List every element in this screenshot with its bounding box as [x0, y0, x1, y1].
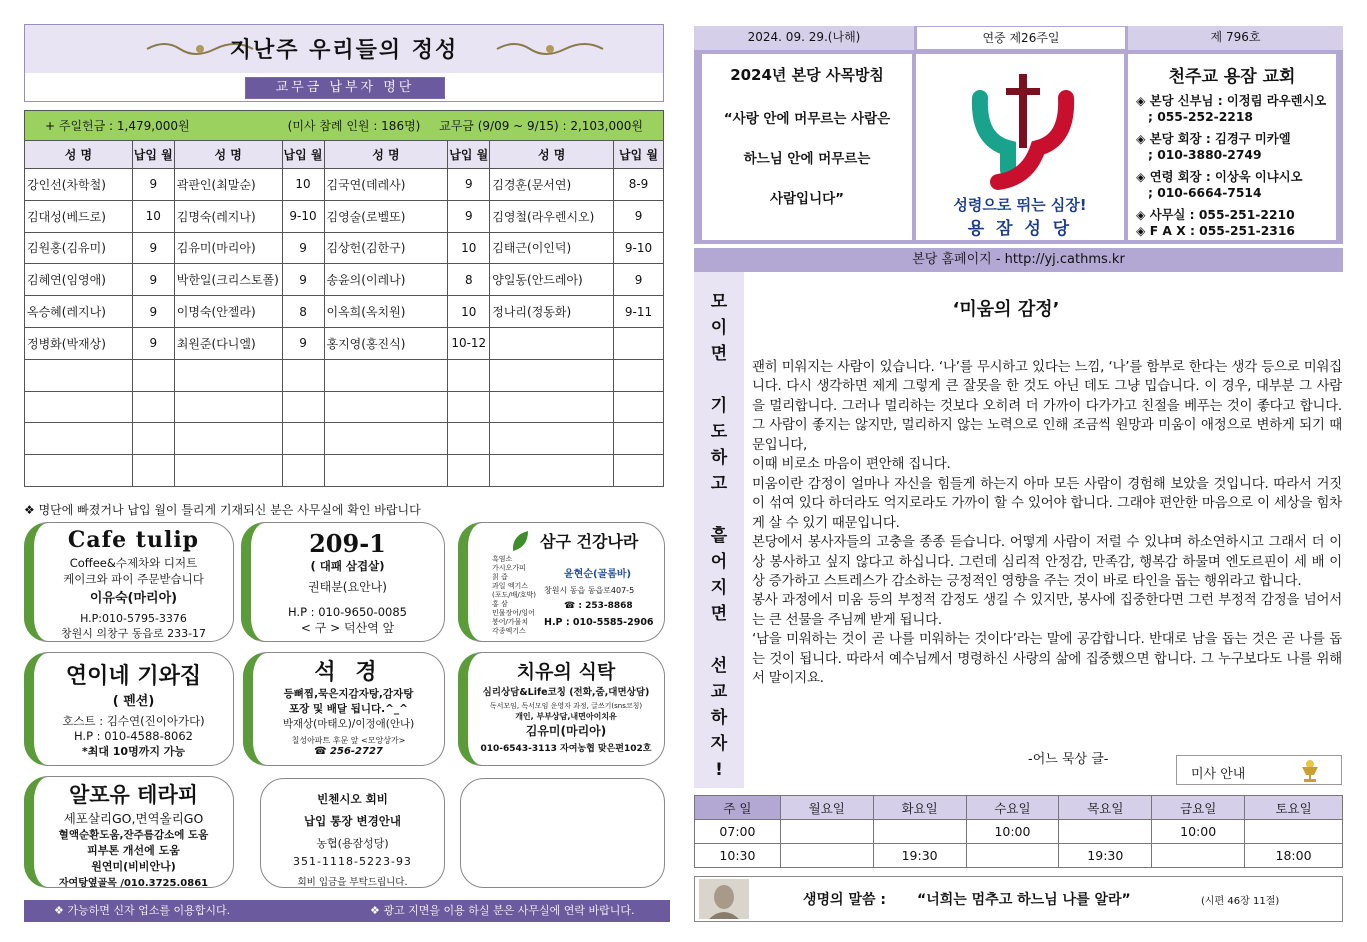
ad-cafe-address: 창원시 의창구 동읍로 233-17 [60, 627, 207, 640]
table-row [25, 327, 664, 359]
paid-month-cell [614, 359, 664, 391]
paid-month-cell [282, 423, 324, 455]
ad-alpou-line1: 세포살리GO,면역올리GO [63, 811, 204, 826]
health-item: 흑염소 [492, 555, 513, 563]
left-page-title: 지난주 우리들의 정성 [229, 38, 459, 63]
donor-name-cell: 곽판인(최말순) [174, 169, 282, 201]
ad-209-1 [241, 522, 445, 642]
schedule-time: 07:00 [695, 820, 781, 844]
ad-healing-title: 치유의 식탁 [516, 661, 616, 683]
paid-month-cell: 9 [282, 232, 324, 264]
ad-healing-owner: 김유미(마리아) [525, 724, 607, 738]
ad-stone-line1: 등뼈찜,묵은지감자탕,감자탕 [283, 688, 414, 700]
ad-health-owner: 윤현순(골롬바) [564, 569, 632, 580]
ad-cafe-tulip [24, 522, 234, 642]
schedule-day: 월요일 [780, 796, 873, 820]
contact-label: ◈ 연령 회장 : 이상욱 이냐시오 [1136, 170, 1303, 184]
health-item: 민물장어/잉어 [492, 609, 535, 617]
schedule-time: 19:30 [873, 844, 966, 868]
ad-cafe-title: Cafe tulip [67, 527, 200, 553]
donor-name-cell: 김혜연(임영애) [25, 264, 133, 296]
table-header: 납입 월 [132, 141, 174, 169]
donor-name-cell [25, 391, 133, 423]
donor-table [24, 110, 664, 487]
word-of-life-box [694, 876, 1343, 922]
ad-alpou-line2: 혈액순환도움,잔주름감소에 도움 [58, 829, 209, 841]
donor-name-cell: 양일동(안드레아) [490, 264, 614, 296]
summary-row [25, 111, 664, 141]
ad-alpou-owner: 원연미(비비안나) [91, 860, 176, 873]
donor-name-cell [25, 455, 133, 487]
footer-ad-contact: ❖ 광고 지면을 이용 하실 분은 사무실에 연락 바랍니다. [370, 904, 635, 917]
paid-month-cell: 9 [282, 327, 324, 359]
paid-month-cell: 9 [448, 169, 490, 201]
policy-title: 2024년 본당 사목방침 [730, 66, 884, 84]
contact-label: ◈ F A X : 055-251-2316 [1136, 224, 1295, 238]
donor-name-cell: 김상헌(김한구) [324, 232, 448, 264]
health-item: 붕어/가물치 [492, 618, 529, 626]
paid-month-cell [282, 359, 324, 391]
donor-name-cell [490, 455, 614, 487]
side-motto-char: 흩 [710, 526, 728, 546]
paid-month-cell: 9 [132, 327, 174, 359]
contact-value: ; 010-3880-2749 [1148, 148, 1262, 162]
word-label: 생명의 말씀 : [803, 892, 886, 908]
donor-name-cell: 김대성(베드로) [25, 200, 133, 232]
contact-list [1128, 93, 1336, 239]
tithe-total: 교무금 (9/09 ~ 9/15) : 2,103,000원 [439, 119, 643, 133]
donor-name-cell [174, 423, 282, 455]
donor-name-cell: 옥승혜(레지나) [25, 296, 133, 328]
ad-bbq-address: < 구 > 덕산역 앞 [300, 621, 395, 635]
schedule-time [780, 844, 873, 868]
ad-alpou-title: 알포유 테라피 [68, 782, 199, 807]
paid-month-cell [132, 359, 174, 391]
ad-bbq-phone: H.P : 010-9650-0085 [287, 605, 407, 619]
ad-tile-phone: H.P : 010-4588-8062 [73, 729, 193, 743]
left-header [24, 24, 664, 102]
sunday-offering: + 주일헌금 : 1,479,000원 [45, 119, 190, 133]
pastoral-policy-box [702, 54, 912, 240]
donor-name-cell: 김명숙(레지나) [174, 200, 282, 232]
paid-month-cell: 8-9 [614, 169, 664, 201]
table-header: 납입 월 [614, 141, 664, 169]
donor-name-cell: 김유미(마리아) [174, 232, 282, 264]
table-header-row [25, 141, 664, 169]
church-name: 천주교 용잠 교회 [1168, 67, 1296, 87]
table-row [25, 423, 664, 455]
donor-name-cell [25, 359, 133, 391]
liturgical-week: 연중 제26주일 [916, 26, 1126, 50]
schedule-time: 18:00 [1245, 844, 1343, 868]
paid-month-cell [282, 391, 324, 423]
homepage-bar: 본당 홈페이지 - http://yj.cathms.kr [694, 248, 1343, 272]
donor-name-cell [324, 391, 448, 423]
policy-line-1: “사랑 안에 머무르는 사람은 [723, 111, 891, 127]
side-motto-char: 어 [710, 552, 728, 572]
church-contact-box [1128, 54, 1336, 240]
donor-name-cell: 송윤의(이레나) [324, 264, 448, 296]
schedule-time: 19:30 [1059, 844, 1152, 868]
ad-healing-table [458, 652, 665, 766]
side-motto-char: 도 [710, 422, 728, 442]
side-motto-char: 고 [710, 474, 728, 494]
paid-month-cell [132, 423, 174, 455]
table-row [25, 359, 664, 391]
donor-name-cell [174, 359, 282, 391]
ad-tile-line1: ( 펜션) [112, 694, 155, 709]
donor-name-cell: 정나리(정동화) [490, 296, 614, 328]
side-motto-char: 하 [710, 708, 728, 728]
right-header-block [694, 26, 1343, 244]
side-motto-char: 기 [710, 396, 728, 416]
ad-alpou-address: 자여탕옆골목 /010.3725.0861 [58, 878, 209, 888]
paid-month-cell [132, 455, 174, 487]
chalice-icon [1295, 759, 1325, 783]
health-item: 가시오가피 [492, 564, 526, 572]
table-header: 성 명 [25, 141, 133, 169]
policy-line-3: 사람입니다” [769, 191, 845, 207]
ad-samgu-health [458, 522, 665, 642]
paid-month-cell: 9-10 [282, 200, 324, 232]
paid-month-cell [614, 455, 664, 487]
ad-cafe-phone: H.P:010-5795-3376 [80, 612, 187, 625]
ad-healing-phone: 010-6543-3113 자여농협 맞은편102호 [480, 744, 652, 754]
paid-month-cell [614, 327, 664, 359]
ad-healing-line2: 독서모임, 독서모임 운영자 과정, 글쓰기(sns코칭) [489, 702, 643, 710]
schedule-time: 10:00 [1152, 820, 1245, 844]
table-row [25, 455, 664, 487]
side-motto-char: 모 [710, 292, 728, 312]
ad-bbq-owner: 권태분(요안나) [308, 580, 387, 594]
donor-name-cell: 김국연(데레사) [324, 169, 448, 201]
paid-month-cell: 10 [448, 232, 490, 264]
donor-name-cell: 이명숙(안젤라) [174, 296, 282, 328]
issue-date: 2024. 09. 29.(나해) [694, 26, 914, 50]
mass-guide-box [1176, 755, 1342, 785]
article-paragraph: 이때 비로소 마음이 편안해 집니다. [752, 457, 951, 473]
ad-yeoni-tile-house [24, 652, 234, 766]
table-row [25, 296, 664, 328]
paid-month-cell [132, 391, 174, 423]
table-header: 성 명 [174, 141, 282, 169]
donor-name-cell: 홍지영(홍진식) [324, 327, 448, 359]
yj-church-logo-icon [968, 70, 1078, 190]
ad-tile-title: 연이네 기와집 [65, 664, 202, 689]
schedule-day: 주 일 [695, 796, 781, 820]
paid-month-cell: 9 [132, 296, 174, 328]
paid-month-cell [282, 455, 324, 487]
donor-name-cell: 이옥희(옥치원) [324, 296, 448, 328]
paid-month-cell: 8 [448, 264, 490, 296]
table-header: 성 명 [324, 141, 448, 169]
health-item: 각종엑기스 [492, 627, 526, 635]
donor-name-cell: 정병화(박재상) [25, 327, 133, 359]
health-item: 과일 엑기스 [492, 582, 529, 590]
church-logo-box [916, 54, 1124, 240]
paid-month-cell: 9 [614, 264, 664, 296]
donor-name-cell [490, 327, 614, 359]
ornament-right-icon [495, 39, 605, 59]
schedule-time [966, 844, 1059, 868]
side-motto-char: 교 [710, 682, 728, 702]
schedule-time [1245, 820, 1343, 844]
ad-stone-tel: ☎ 256-2727 [314, 746, 383, 757]
side-motto-char: 이 [710, 318, 728, 338]
ad-alpou-line3: 피부톤 개선에 도움 [87, 844, 180, 857]
ad-stone-owners: 박재상(마태오)/이정애(안나) [282, 718, 415, 730]
ad-stone-line2: 포장 및 배달 됩니다.^_^ [289, 703, 408, 715]
article-paragraph: 본당에서 봉사자들의 고충을 종종 듣습니다. 어떻게 사람이 저럴 수 있냐며 하소연하시고 그래서 더 이상 봉사하고 싶지 않다고 하십니다. 그런데 심리적 안정감, 만족감, 행복감 하물며 엔도르핀이 세 배 이상 증가하고 스트레스가 감소하는 긍정적인 영향을 주는 것이 바로 타인을 돕는 행위라고 합니다. [752, 535, 1342, 589]
ad-tile-host: 호스트 : 김수연(진이아가다) [62, 714, 205, 728]
paid-month-cell: 8 [282, 296, 324, 328]
ad-cafe-owner: 이유숙(마리아) [89, 591, 178, 606]
ad-health-items [492, 555, 536, 636]
left-footer [24, 900, 670, 922]
donor-name-cell [490, 359, 614, 391]
ad-vincent-account: 351-1118-5223-93 [293, 855, 412, 868]
logo-church-name: 용 잠 성 당 [967, 219, 1073, 239]
paid-month-cell [448, 455, 490, 487]
paid-month-cell: 10 [132, 200, 174, 232]
table-header: 납입 월 [282, 141, 324, 169]
contact-label: ◈ 본당 회장 : 김경구 미카엘 [1136, 132, 1291, 146]
donor-body [25, 169, 664, 487]
health-item: 홍 삼 [492, 600, 508, 608]
side-motto-char: 면 [710, 604, 728, 624]
donor-name-cell [174, 391, 282, 423]
word-text: “너희는 멈추고 하느님 나를 알라” [917, 892, 1131, 908]
side-motto-char: ! [715, 760, 723, 780]
donor-notice: ❖ 명단에 빠졌거나 납입 월이 틀리게 기재되신 분은 사무실에 확인 바랍니다 [24, 503, 421, 517]
paid-month-cell: 9 [448, 200, 490, 232]
ad-healing-line1: 심리상담&Life코칭 (전화,줌,대면상담) [482, 687, 650, 698]
article-paragraph: 미움이란 감정이 얼마나 자신을 힘들게 하는지 아마 모든 사람이 경험해 보았을 것입니다. 따라서 거짓이 섞여 있다 하더라도 억지로라도 가까이 할 수 있어야 합니다. 그래야 편안한 마음으로 이 세상을 힘차게 살 수 있기 때문입니다. [752, 476, 1342, 531]
paid-month-cell [448, 391, 490, 423]
paid-month-cell: 9-11 [614, 296, 664, 328]
schedule-day: 수요일 [966, 796, 1059, 820]
ad-health-address: 창원시 동읍 동읍로407-5 [544, 586, 635, 595]
donor-name-cell [490, 391, 614, 423]
donor-name-cell: 김원홍(김유미) [25, 232, 133, 264]
mass-guide-label: 미사 안내 [1191, 767, 1246, 782]
mass-attendance: (미사 참례 인원 : 186명) [287, 119, 421, 133]
schedule-time: 10:00 [966, 820, 1059, 844]
article-source: -어느 묵상 글- [1028, 752, 1109, 767]
ad-health-tel: ☎ : 253-8868 [564, 601, 633, 611]
word-reference: (시편 46장 11절) [1201, 896, 1280, 907]
contact-value: ; 055-252-2218 [1148, 110, 1253, 124]
contact-label: ◈ 사무실 : 055-251-2210 [1136, 208, 1295, 222]
jesus-portrait-icon [699, 879, 749, 919]
paid-month-cell [448, 423, 490, 455]
article-paragraph: ‘남을 미워하는 것이 곧 나를 미워하는 것이다’라는 말에 공감합니다. 반대로 남을 돕는 것은 곧 나를 돕는 것이 됩니다. 따라서 예수님께서 명령하신 사랑의 삶에 집중했으면 합니다. 그 누구보다도 나를 위해서 말이지요. [752, 632, 1342, 687]
ad-tile-note: *최대 10명까지 가능 [81, 745, 186, 758]
donor-name-cell: 김태근(이인덕) [490, 232, 614, 264]
ad-healing-line3: 개인, 부부상담,내면아이치유 [515, 712, 617, 721]
ad-bbq-line1: ( 대패 삼겹살) [310, 559, 385, 573]
ad-vincent-note: 회비 입금을 부탁드립니다. [297, 877, 408, 888]
donor-name-cell: 박한일(크리스토폴) [174, 264, 282, 296]
ad-bbq-title: 209-1 [309, 529, 386, 558]
paid-month-cell [448, 359, 490, 391]
paid-month-cell: 10-12 [448, 327, 490, 359]
ad-stone-address: 칠성아파트 후문 앞 <모앙상가> [291, 736, 406, 745]
footer-use-members: ❖ 가능하면 신자 업소를 이용합시다. [54, 904, 231, 917]
logo-slogan: 성령으로 뛰는 심장! [953, 196, 1087, 214]
ad-vincent-title: 빈첸시오 회비 [317, 792, 388, 806]
table-row [25, 232, 664, 264]
schedule-time [1152, 844, 1245, 868]
schedule-row [695, 844, 1343, 868]
schedule-time: 10:30 [695, 844, 781, 868]
paid-month-cell: 9 [614, 200, 664, 232]
side-motto [694, 272, 744, 788]
donor-name-cell [324, 423, 448, 455]
paid-month-cell: 9 [132, 264, 174, 296]
paid-month-cell: 9 [132, 232, 174, 264]
issue-number: 제 796호 [1128, 26, 1343, 50]
leaf-icon [510, 529, 532, 553]
contact-value: ; 010-6664-7514 [1148, 186, 1262, 200]
ad-stone-title: 석 경 [314, 660, 383, 685]
schedule-body [695, 820, 1343, 868]
health-item: 칡 즙 [492, 573, 508, 581]
donor-name-cell [324, 359, 448, 391]
article-title: ‘미움의 감정’ [952, 299, 1060, 320]
schedule-day: 금요일 [1152, 796, 1245, 820]
donor-name-cell [25, 423, 133, 455]
ad-health-title: 삼구 건강나라 [540, 532, 639, 551]
ad-seokgyeong [243, 652, 445, 766]
ad-vincent-line1: 납입 통장 변경안내 [304, 814, 401, 828]
ad-alpou-therapy [24, 776, 234, 888]
summary-cell [25, 111, 664, 141]
ad-vincent-dues [260, 778, 445, 888]
donor-name-cell: 강인선(차학철) [25, 169, 133, 201]
schedule-time [780, 820, 873, 844]
donor-name-cell [174, 455, 282, 487]
left-page-subtitle: 교무금 납부자 명단 [245, 77, 445, 99]
donor-name-cell [324, 455, 448, 487]
side-motto-char: 자 [710, 734, 728, 754]
side-motto-char: 면 [710, 344, 728, 364]
donor-name-cell: 김영철(라우렌시오) [490, 200, 614, 232]
article-body [752, 358, 1342, 689]
ad-vincent-bank: 농협(용잠성당) [316, 837, 389, 850]
schedule-time [1059, 820, 1152, 844]
contact-label: ◈ 본당 신부님 : 이정림 라우렌시오 [1136, 94, 1327, 108]
donor-name-cell: 김영술(로벨또) [324, 200, 448, 232]
paid-month-cell: 9 [132, 169, 174, 201]
paid-month-cell: 9 [282, 264, 324, 296]
schedule-header-row [695, 796, 1343, 820]
table-header: 성 명 [490, 141, 614, 169]
mass-schedule-table [694, 795, 1343, 868]
donor-name-cell: 최원준(다니엘) [174, 327, 282, 359]
ad-cafe-line2: 케이크와 파이 주문받습니다 [63, 572, 204, 586]
paid-month-cell: 10 [448, 296, 490, 328]
donor-name-cell: 김경훈(문서연) [490, 169, 614, 201]
paid-month-cell [614, 391, 664, 423]
article-paragraph: 봉사 과정에서 미움 등의 부정적 감정도 생길 수 있지만, 봉사에 집중한다면 그런 부정적 감정을 넘어서는 큰 선물을 주님께 받게 됩니다. [752, 593, 1342, 628]
ad-cafe-line1: Coffee&수제차와 디저트 [69, 556, 198, 570]
side-motto-char: 선 [710, 656, 728, 676]
ad-empty-slot [460, 778, 665, 888]
health-item: (포도/배/호박) [492, 591, 536, 599]
table-row [25, 264, 664, 296]
schedule-day: 목요일 [1059, 796, 1152, 820]
table-header: 납입 월 [448, 141, 490, 169]
table-row [25, 200, 664, 232]
side-motto-char: 지 [710, 578, 728, 598]
paid-month-cell [614, 423, 664, 455]
table-row [25, 391, 664, 423]
policy-line-2: 하느님 안에 머무르는 [743, 151, 871, 167]
table-row [25, 169, 664, 201]
donor-name-cell [490, 423, 614, 455]
side-motto-char: 하 [710, 448, 728, 468]
schedule-row [695, 820, 1343, 844]
paid-month-cell: 10 [282, 169, 324, 201]
schedule-day: 화요일 [873, 796, 966, 820]
ad-health-hp: H.P : 010-5585-2906 [544, 617, 654, 628]
schedule-time [873, 820, 966, 844]
paid-month-cell: 9-10 [614, 232, 664, 264]
article-paragraph: 괜히 미워지는 사람이 있습니다. ‘나’를 무시하고 있다는 느낌, ‘나’를 함부로 한다는 생각 등으로 미워집니다. 다시 생각하면 제게 그렇게 큰 잘못을 한 것도 아닌 데도 그냥 밉습니다. 이 경우, 대부분 그 사람을 멀리합니다. 그러나 멀리하는 것보다 오히려 더 가까이 다가가고 친절을 베푸는 것이 좋다고 합니다. 그 사람이 좋지는 않지만, 멀리하지 않는 노력으로 인해 조금씩 원망과 미움이 애정으로 변하게 되기 때문입니다, [752, 360, 1342, 453]
schedule-day: 토요일 [1245, 796, 1343, 820]
